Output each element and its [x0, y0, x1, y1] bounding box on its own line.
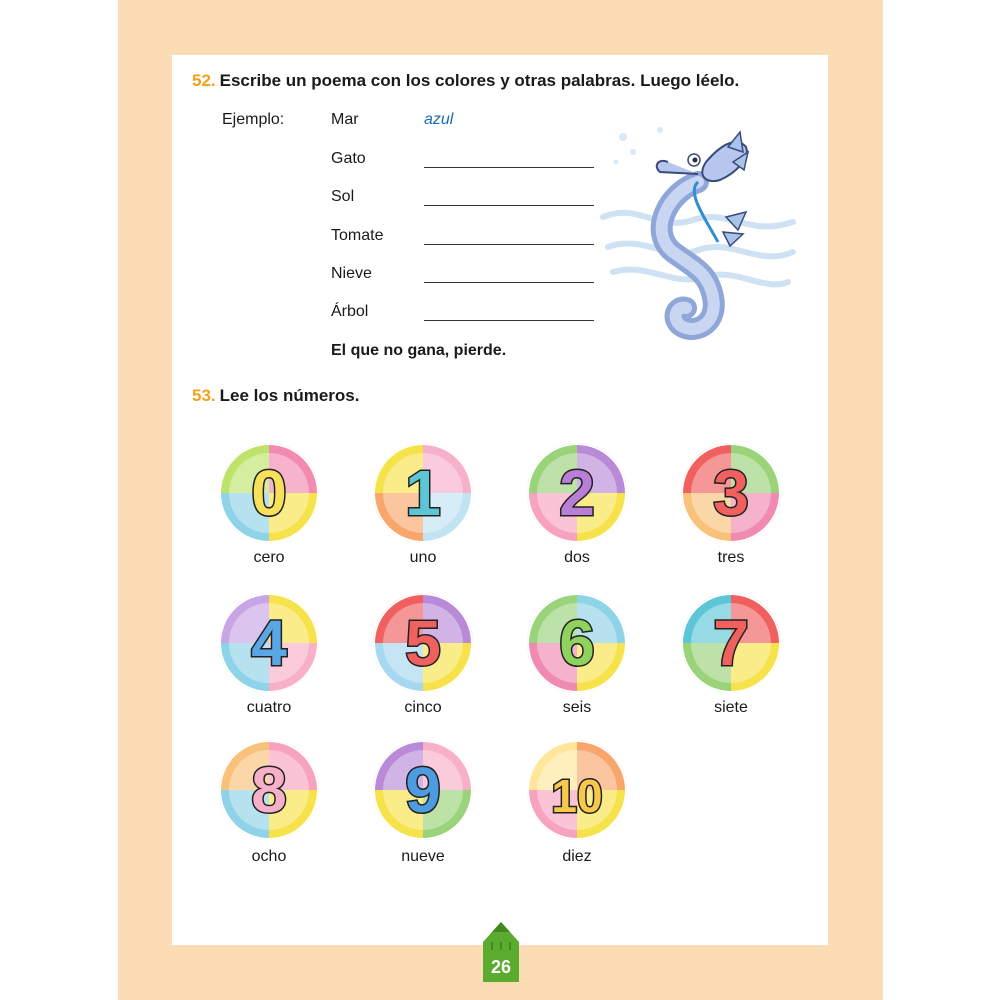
poem-row: [331, 111, 611, 135]
number-medallion-5: [370, 590, 476, 696]
poem-word: Sol: [331, 188, 355, 205]
number-word: dos: [564, 549, 590, 566]
pencil-tab-icon: [481, 920, 521, 982]
number-circle-icon: [524, 440, 630, 546]
number-circle-icon: [216, 737, 322, 843]
number-digit: 1: [405, 457, 441, 529]
seahorse-illustration: [598, 122, 798, 352]
page-number: 26: [490, 957, 512, 977]
proverb: El que no gana, pierde.: [331, 342, 507, 359]
number-circle-icon: [216, 590, 322, 696]
number-medallion-1: [370, 440, 476, 546]
answer-line[interactable]: [424, 320, 594, 321]
poem-word: Árbol: [331, 303, 369, 320]
poem-row: [331, 265, 611, 289]
number-circle-icon: [678, 440, 784, 546]
number-digit: 9: [405, 754, 441, 826]
exercise-53-number: 53.: [192, 386, 216, 405]
number-medallion-6: [524, 590, 630, 696]
number-word: cinco: [404, 699, 442, 716]
poem-row: [331, 303, 611, 327]
number-digit: 8: [251, 754, 287, 826]
answer-line[interactable]: [424, 244, 594, 245]
number-word: diez: [562, 848, 592, 865]
number-circle-icon: [524, 590, 630, 696]
exercise-52-number: 52.: [192, 71, 216, 90]
example-label: Ejemplo:: [222, 111, 285, 128]
exercise-52-title: [192, 71, 739, 91]
number-medallion-3: [678, 440, 784, 546]
poem-row: [331, 188, 611, 212]
number-digit: 0: [251, 457, 287, 529]
poem-word: Gato: [331, 150, 366, 167]
number-digit: 10: [551, 770, 603, 822]
number-word: tres: [717, 549, 745, 566]
poem-word: Nieve: [331, 265, 372, 282]
number-circle-icon: [370, 440, 476, 546]
number-circle-icon: [370, 737, 476, 843]
number-medallion-8: [216, 737, 322, 843]
number-digit: 4: [251, 607, 287, 679]
poem-row: [331, 150, 611, 174]
number-medallion-0: [216, 440, 322, 546]
number-circle-icon: [216, 440, 322, 546]
number-digit: 7: [713, 607, 749, 679]
number-medallion-9: [370, 737, 476, 843]
number-medallion-7: [678, 590, 784, 696]
number-word: uno: [409, 549, 437, 566]
number-medallion-4: [216, 590, 322, 696]
number-digit: 3: [713, 457, 749, 529]
exercise-52-instruction: Escribe un poema con los colores y otras palabras. Luego léelo.: [219, 71, 740, 90]
number-digit: 2: [559, 457, 595, 529]
poem-example-answer: azul: [424, 111, 454, 128]
number-circle-icon: [370, 590, 476, 696]
number-digit: 5: [405, 607, 441, 679]
answer-line[interactable]: [424, 167, 594, 168]
page-number-tab: [481, 920, 521, 982]
answer-line[interactable]: [424, 282, 594, 283]
poem-word: Mar: [331, 111, 359, 128]
number-word: cuatro: [246, 699, 292, 716]
number-digit: 6: [559, 607, 595, 679]
answer-line[interactable]: [424, 205, 594, 206]
poem-word: Tomate: [331, 227, 384, 244]
exercise-53-instruction: Lee los números.: [219, 386, 360, 405]
number-word: ocho: [251, 848, 287, 865]
number-word: seis: [562, 699, 592, 716]
number-circle-icon: [678, 590, 784, 696]
number-medallion-10: [524, 737, 630, 843]
exercise-53-title: [192, 386, 359, 406]
number-circle-icon: [524, 737, 630, 843]
number-word: nueve: [401, 848, 445, 865]
number-word: cero: [253, 549, 285, 566]
poem-row: [331, 227, 611, 251]
number-word: siete: [714, 699, 748, 716]
number-medallion-2: [524, 440, 630, 546]
